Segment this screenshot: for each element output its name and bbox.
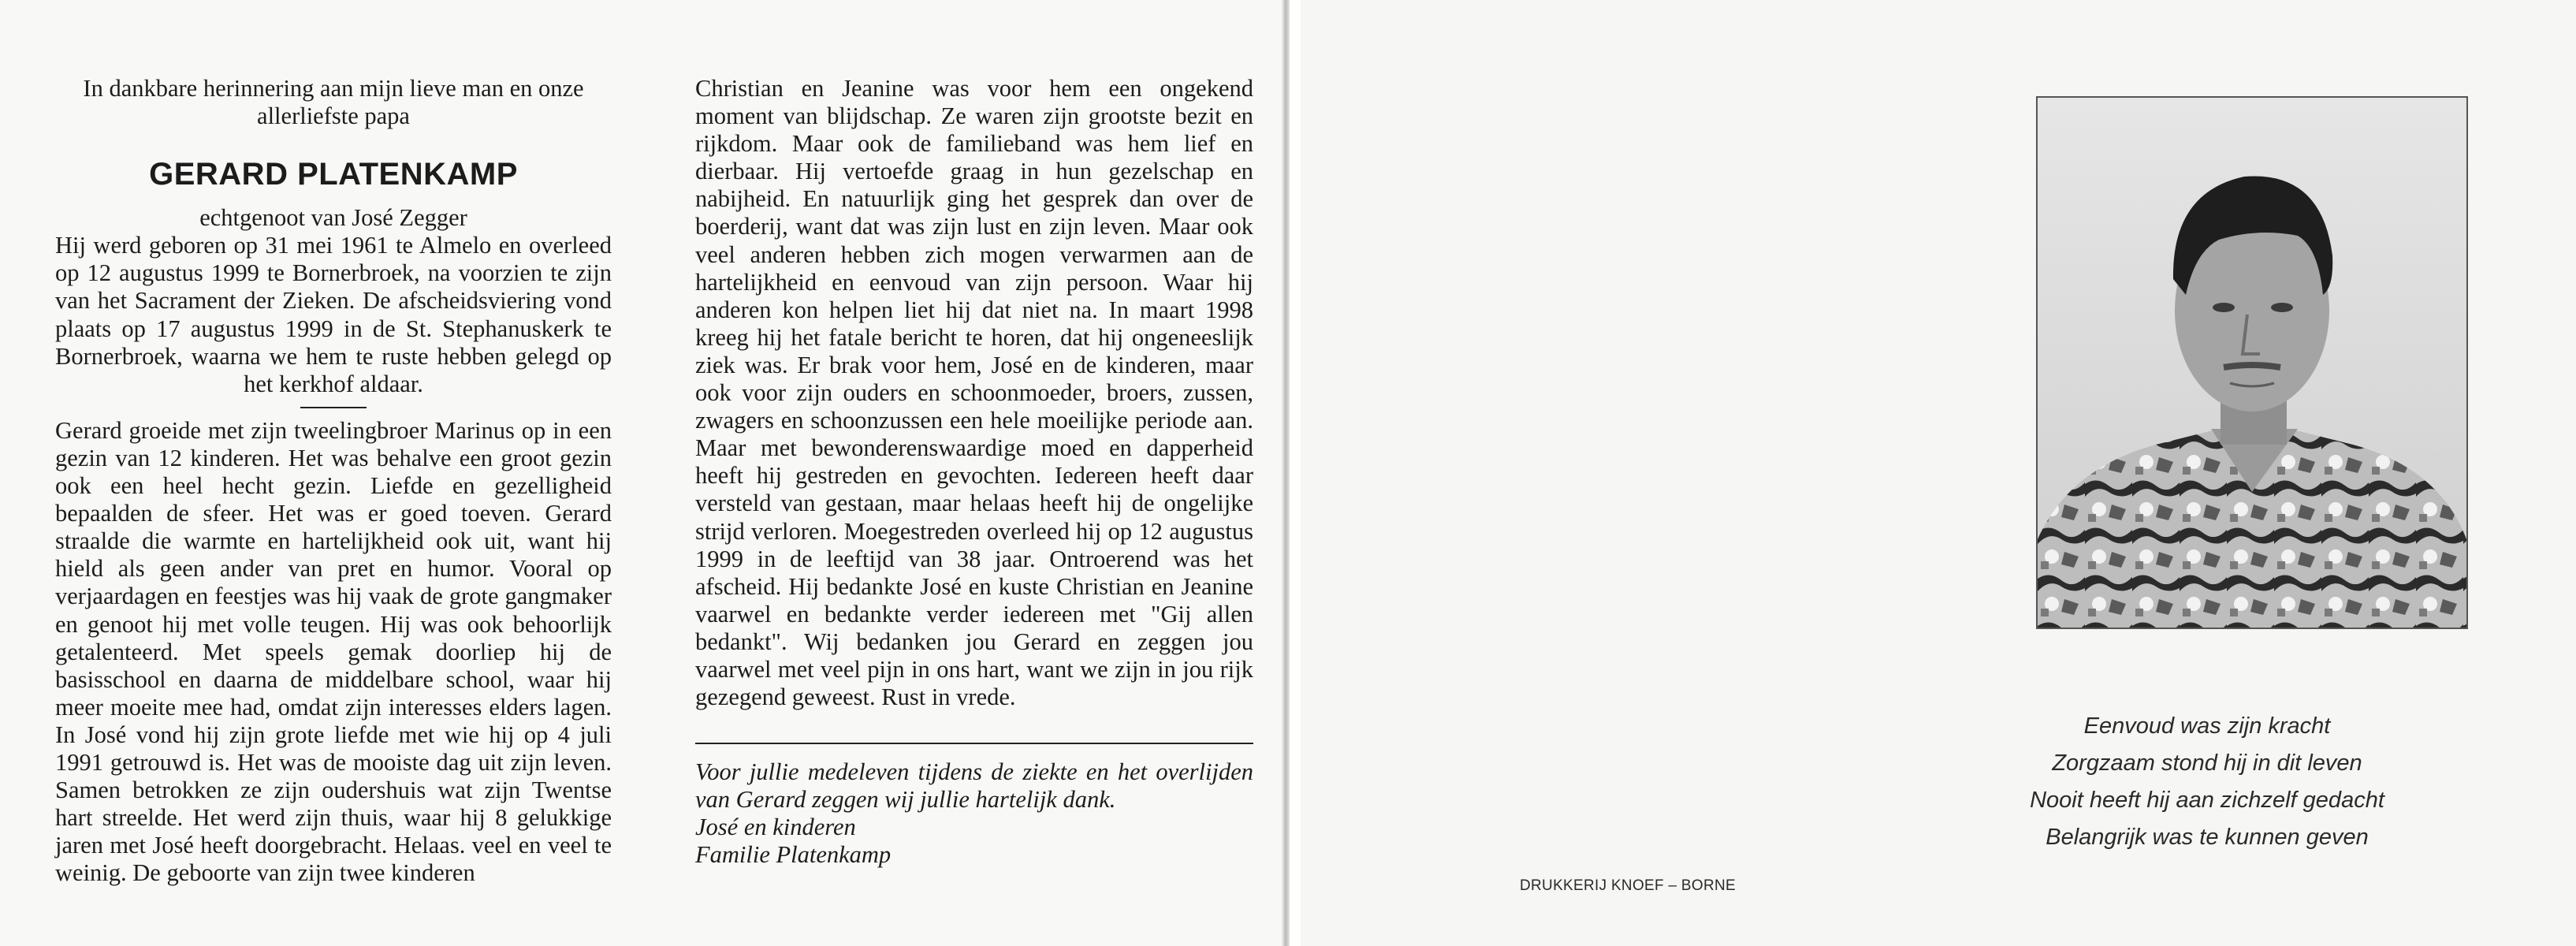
portrait-photo bbox=[2036, 96, 2468, 629]
intro-text: In dankbare herinnering aan mijn lieve man en onze allerliefste papa bbox=[83, 75, 584, 130]
life-story-paragraph: Gerard groeide met zijn tweelingbroer Marinus op in een gezin van 12 kinderen. Het was behalve een groot gezin ook een heel hecht gezin. Liefde en gezelligheid bepaalden de sfeer. Het was er goed toeven. Gerard straalde die warmte en hartelijkheid ook uit, want hij hield als geen ander van pret en humor. Vooral op verjaardagen en feestjes was hij vaak de grote gangmaker en genoot hij met volle teugen. Hij was ook behoorlijk getalenteerd. Met speels gemak doorliep hij de basisschool en daarna de middelbare school, waar hij meer moeite mee had, omdat zijn interesses elders lagen. In José vond hij zijn grote liefde met wie hij op 4 juli 1991 getrouwd is. Het was de mooiste dag uit zijn leven. Samen betrokken ze zijn oudershuis wat zijn Twentse hart streelde. Het werd zijn thuis, waar hij 8 gelukkige jaren met José heeft doorgebracht. Helaas. veel en veel te weinig. De geboorte van zijn twee kinderen bbox=[55, 416, 612, 887]
biography-paragraph: Hij werd geboren op 31 mei 1961 te Almelo en overleed op 12 augustus 1999 te Bornerbroek, na voorzien te zijn van het Sacrament der Zieken. De afscheidsviering vond plaats op 17 augustus 1999 in de St. Stephanuskerk te Bornerbroek, waarna we hem te ruste hebben gelegd op het kerkhof aldaar. bbox=[55, 232, 612, 397]
poem-line: Zorgzaam stond hij in dit leven bbox=[2052, 750, 2362, 776]
thanks-text: Voor jullie medeleven tijdens de ziekte en het overlijden van Gerard zeggen wij jullie hartelijk dank. bbox=[695, 758, 1253, 814]
poem-line: Nooit heeft hij aan zichzelf gedacht bbox=[2030, 788, 2384, 813]
signature-line-1: José en kinderen bbox=[695, 814, 856, 841]
poem-line: Eenvoud was zijn kracht bbox=[2083, 713, 2331, 739]
portrait-illustration bbox=[2038, 98, 2466, 628]
life-story-continued: Christian en Jeanine was voor hem een ongekend moment van blijdschap. Ze waren zijn grootste bezit en rijkdom. Maar ook de familieband was hem lief en dierbaar. Hij vertoefde graag in hun gezelschap en nabijheid. En natuurlijk ging het gesprek dan over de boerderij, want dat was zijn lust en zijn leven. Maar ook veel anderen hebben zich mogen verwarmen aan de hartelijkheid en eenvoud van zijn persoon. Waar hij anderen kon helpen liet hij dat niet na. In maart 1998 kreeg hij het fatale bericht te horen, dat hij ongeneeslijk ziek was. Er brak voor hem, José en de kinderen, maar ook voor zijn ouders en schoonmoeder, broers, zussen, zwagers en schoonzussen een hele moeilijke periode aan. Maar met bewonderenswaardige moed en dapperheid heeft hij gestreden en gevochten. Iedereen heeft daar versteld van gestaan, maar helaas heeft hij de ongelijke strijd verloren. Moegestreden overleed hij op 12 augustus 1999 in de leeftijd van 38 jaar. Ontroerend was het afscheid. Hij bedankte José en kuste Christian en Jeanine vaarwel en bedankte verder iedereen met "Gij allen bedankt". Wij bedanken jou Gerard en zeggen jou vaarwel met veel pijn in ons hart, want we zijn in jou rijk gezegend geweest. Rust in vrede. bbox=[695, 75, 1253, 711]
card-fold-edge bbox=[1282, 0, 1290, 946]
spouse-line: echtgenoot van José Zegger bbox=[199, 204, 467, 232]
middle-text-column bbox=[695, 75, 1253, 870]
memorial-poem bbox=[1986, 708, 2428, 856]
printer-credit: DRUKKERIJ KNOEF – BORNE bbox=[1520, 877, 1737, 894]
section-divider bbox=[300, 407, 367, 408]
signature-line-2: Familie Platenkamp bbox=[695, 841, 892, 869]
left-text-column bbox=[55, 75, 612, 887]
deceased-name: GERARD PLATENKAMP bbox=[149, 157, 518, 192]
thanks-divider bbox=[695, 743, 1253, 744]
poem-line: Belangrijk was te kunnen geven bbox=[2046, 825, 2369, 850]
